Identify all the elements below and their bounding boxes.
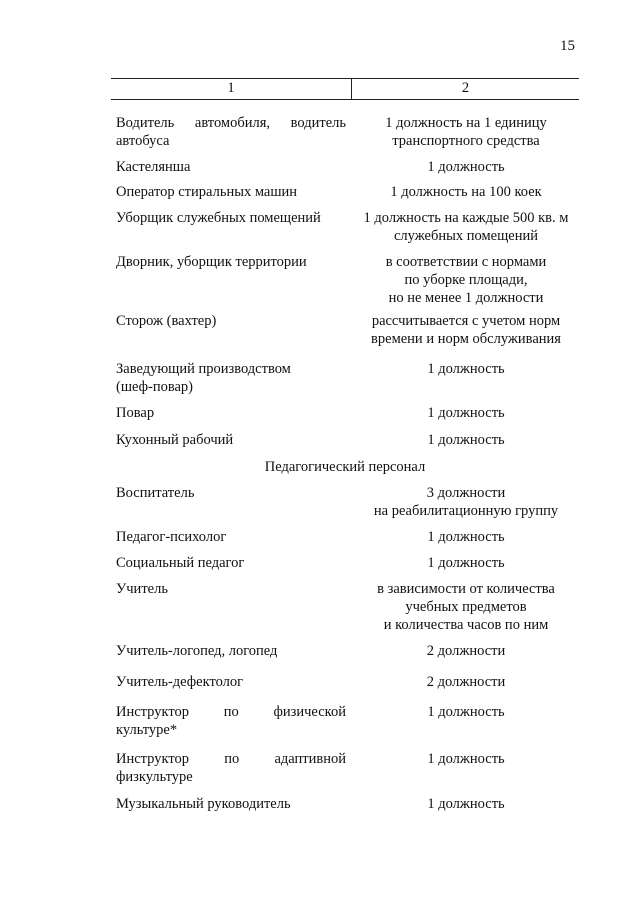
staffing-norm: 2 должности <box>426 643 506 659</box>
position-name: Учитель-дефектолог <box>116 674 244 690</box>
staffing-norm: 3 должности на реабилитационную группу <box>373 485 559 519</box>
position-name: Кухонный рабочий <box>116 432 234 448</box>
staffing-norm: 1 должность <box>427 704 505 720</box>
position-name: Дворник, уборщик территории <box>116 254 307 270</box>
position-name: Уборщик служебных помещений <box>116 210 321 226</box>
position-name: Оператор стиральных машин <box>116 184 298 200</box>
staffing-norm: 2 должности <box>426 674 506 690</box>
position-name: Инструктор по физической культуре* <box>116 704 346 738</box>
position-name: Повар <box>116 405 155 421</box>
page-number: 15 <box>560 38 575 54</box>
staffing-norm: 1 должность <box>427 529 505 545</box>
staffing-norm: 1 должность <box>427 405 505 421</box>
staffing-norm: в зависимости от количества учебных предметов и количества часов по ним <box>377 581 555 633</box>
staffing-norm: 1 должность на 1 единицу транспортного средства <box>385 115 547 149</box>
staffing-norm: 1 должность <box>427 159 505 175</box>
position-name: Педагог-психолог <box>116 529 227 545</box>
staffing-norm: 1 должность <box>427 555 505 571</box>
staffing-norm: 1 должность <box>427 796 505 812</box>
staffing-norm: рассчитывается с учетом норм времени и норм обслуживания <box>371 313 561 347</box>
position-name: Воспитатель <box>116 485 195 501</box>
staffing-norm: в соответствии с нормами по уборке площади, но не менее 1 должности <box>385 254 547 306</box>
position-name: Учитель <box>116 581 168 597</box>
staffing-norm: 1 должность на каждые 500 кв. м служебных помещений <box>363 210 569 244</box>
staffing-norm: 1 должность <box>427 432 505 448</box>
position-name: Инструктор по адаптивной физкультуре <box>116 751 346 785</box>
position-name: Кастелянша <box>116 159 191 175</box>
staffing-norm: 1 должность на 100 коек <box>390 184 542 200</box>
table-header <box>111 78 579 100</box>
position-name: Музыкальный руководитель <box>116 796 291 812</box>
section-heading: Педагогический персонал <box>264 459 426 475</box>
position-name: Учитель-логопед, логопед <box>116 643 278 659</box>
position-name: Водитель автомобиля, водитель автобуса <box>116 115 346 149</box>
column-2-header: 2 <box>461 80 470 96</box>
staffing-norm: 1 должность <box>427 751 505 767</box>
position-name: Заведующий производством (шеф-повар) <box>116 361 291 395</box>
staffing-norm: 1 должность <box>427 361 505 377</box>
position-name: Социальный педагог <box>116 555 245 571</box>
column-1-header: 1 <box>227 80 235 96</box>
position-name: Сторож (вахтер) <box>116 313 217 329</box>
